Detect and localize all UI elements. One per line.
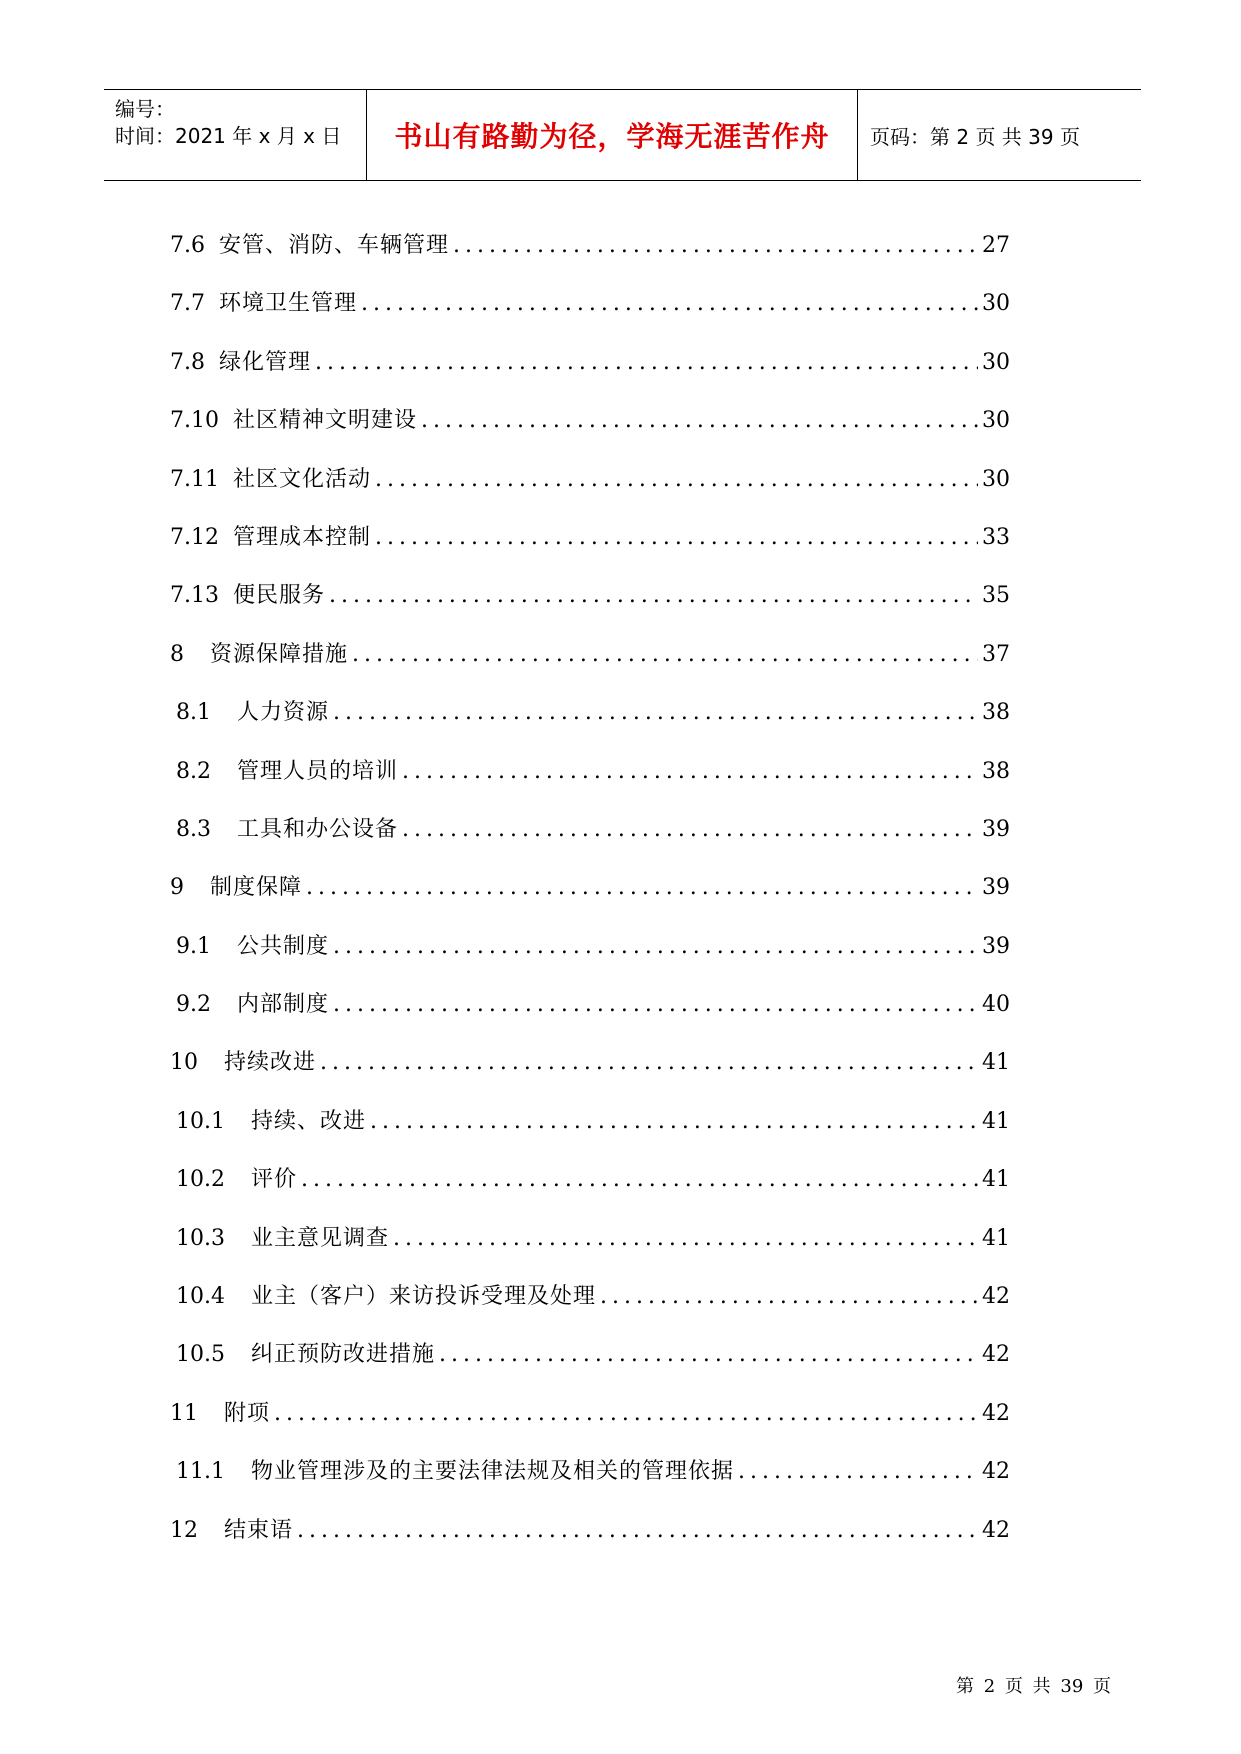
toc-entry-leader-dots <box>274 1401 978 1426</box>
toc-entry-page: 41 <box>982 1108 1010 1134</box>
toc-entry-title: 绿化管理 <box>219 349 312 375</box>
toc-entry-page: 38 <box>982 758 1010 784</box>
toc-entry[interactable] <box>170 870 1010 928</box>
toc-entry-number: 9.1 <box>176 933 211 959</box>
toc-entry-leader-dots <box>352 642 978 667</box>
toc-entry-page: 38 <box>982 700 1010 726</box>
toc-entry[interactable] <box>170 1337 1010 1395</box>
toc-entry-number: 7.10 <box>170 408 219 434</box>
toc-entry-number: 8.1 <box>176 700 211 726</box>
toc-entry-title: 人力资源 <box>237 700 330 726</box>
toc-entry-leader-dots <box>600 1284 978 1309</box>
toc-entry-number: 10 <box>170 1050 198 1076</box>
toc-entry-page: 40 <box>982 992 1010 1018</box>
toc-entry-page: 35 <box>982 583 1010 609</box>
toc-entry-number: 10.4 <box>176 1284 225 1310</box>
toc-entry-leader-dots <box>329 583 978 608</box>
toc-entry-title: 资源保障措施 <box>210 641 349 667</box>
toc-entry-leader-dots <box>333 992 978 1017</box>
serial-label: 编号： <box>115 97 175 121</box>
toc-entry-title: 持续、改进 <box>250 1108 366 1134</box>
toc-entry-number: 7.12 <box>170 524 219 550</box>
toc-entry[interactable] <box>170 1221 1010 1279</box>
toc-entry[interactable] <box>170 1454 1010 1512</box>
toc-entry-leader-dots <box>402 759 978 784</box>
toc-entry-number: 7.13 <box>170 583 219 609</box>
header-page-code <box>858 90 1141 180</box>
toc-entry-number: 10.3 <box>176 1225 225 1251</box>
toc-entry-title: 管理成本控制 <box>232 524 371 550</box>
toc-entry-title: 便民服务 <box>232 583 325 609</box>
toc-entry-number: 7.6 <box>170 233 205 258</box>
toc-entry[interactable] <box>170 462 1010 520</box>
toc-entry-page: 42 <box>982 1284 1010 1310</box>
toc-entry-title: 社区精神文明建设 <box>232 408 417 434</box>
toc-entry-number: 10.1 <box>176 1108 225 1134</box>
toc-entry-title: 业主（客户）来访投诉受理及处理 <box>250 1284 596 1310</box>
toc-entry-page: 27 <box>982 233 1010 258</box>
toc-entry-title: 制度保障 <box>210 875 303 901</box>
toc-entry-title: 结束语 <box>224 1517 294 1543</box>
toc-entry-title: 安管、消防、车辆管理 <box>219 233 450 258</box>
toc-entry-page: 39 <box>982 933 1010 959</box>
toc-entry[interactable] <box>170 754 1010 812</box>
toc-entry-number: 8.2 <box>176 758 211 784</box>
toc-entry-title: 评价 <box>250 1167 297 1193</box>
toc-entry-title: 公共制度 <box>237 933 330 959</box>
toc-entry-page: 33 <box>982 524 1010 550</box>
toc-entry-number: 11 <box>170 1400 198 1426</box>
toc-entry-title: 工具和办公设备 <box>237 816 399 842</box>
toc-entry-number: 9 <box>170 875 184 901</box>
toc-entry-title: 内部制度 <box>237 992 330 1018</box>
toc-entry-title: 持续改进 <box>224 1050 317 1076</box>
toc-entry-number: 7.8 <box>170 349 205 375</box>
time-label: 时间：2021 年 x 月 x 日 <box>115 124 342 148</box>
toc-entry-page: 41 <box>982 1050 1010 1076</box>
toc-entry[interactable] <box>170 345 1010 403</box>
header-meta <box>104 90 367 180</box>
toc-entry-page: 42 <box>982 1400 1010 1426</box>
toc-entry-title: 附项 <box>224 1400 271 1426</box>
toc-entry-number: 9.2 <box>176 992 211 1018</box>
toc-entry-title: 社区文化活动 <box>232 466 371 492</box>
toc-entry[interactable] <box>170 987 1010 1045</box>
toc-entry-title: 业主意见调查 <box>250 1225 389 1251</box>
toc-entry-page: 42 <box>982 1459 1010 1485</box>
toc-entry-number: 10.5 <box>176 1342 225 1368</box>
toc-entry[interactable] <box>170 929 1010 987</box>
toc-entry-title: 管理人员的培训 <box>237 758 399 784</box>
toc-entry-leader-dots <box>393 1226 978 1251</box>
toc-entry-number: 7.7 <box>170 291 205 317</box>
toc-entry[interactable] <box>170 1104 1010 1162</box>
toc-entry-page: 30 <box>982 408 1010 434</box>
footer-page-number: 第 2 页 共 39 页 <box>956 1676 1111 1697</box>
toc-entry-page: 42 <box>982 1517 1010 1543</box>
toc-entry-leader-dots <box>738 1459 978 1484</box>
toc-entry-page: 30 <box>982 466 1010 492</box>
header-motto-cell <box>367 90 858 180</box>
page-header <box>104 89 1141 181</box>
toc-entry-leader-dots <box>320 1050 978 1075</box>
toc-entry-number: 11.1 <box>176 1459 225 1485</box>
toc-entry-title: 纠正预防改进措施 <box>250 1342 435 1368</box>
toc-entry-leader-dots <box>315 350 978 375</box>
toc-entry[interactable] <box>170 520 1010 578</box>
toc-entry-title: 环境卫生管理 <box>219 291 358 317</box>
toc-entry[interactable] <box>170 695 1010 753</box>
toc-entry-page: 30 <box>982 291 1010 317</box>
toc-entry[interactable] <box>170 1396 1010 1454</box>
toc-entry-page: 30 <box>982 349 1010 375</box>
toc-entry[interactable] <box>170 403 1010 461</box>
toc-entry[interactable] <box>170 637 1010 695</box>
toc-entry-page: 37 <box>982 641 1010 667</box>
toc-entry-number: 10.2 <box>176 1167 225 1193</box>
toc-entry-leader-dots <box>333 934 978 959</box>
toc-entry-page: 41 <box>982 1167 1010 1193</box>
toc-entry[interactable] <box>170 1513 1010 1571</box>
table-of-contents <box>170 228 1010 1571</box>
toc-entry-leader-dots <box>375 525 978 550</box>
toc-entry[interactable] <box>170 812 1010 870</box>
toc-entry-leader-dots <box>297 1518 978 1543</box>
motto-text: 书山有路勤为径，学海无涯苦作舟 <box>394 120 830 153</box>
toc-entry-number: 7.11 <box>170 466 219 492</box>
toc-entry-number: 8 <box>170 641 184 667</box>
toc-entry-leader-dots <box>453 233 978 258</box>
toc-entry-page: 41 <box>982 1225 1010 1251</box>
toc-entry[interactable] <box>170 228 1010 286</box>
toc-entry-number: 8.3 <box>176 816 211 842</box>
toc-entry-leader-dots <box>421 408 978 433</box>
toc-entry-page: 42 <box>982 1342 1010 1368</box>
toc-entry-leader-dots <box>306 875 978 900</box>
toc-entry-leader-dots <box>370 1109 978 1134</box>
toc-entry-title: 物业管理涉及的主要法律法规及相关的管理依据 <box>250 1459 734 1485</box>
toc-entry[interactable] <box>170 1045 1010 1103</box>
page-footer <box>956 1672 1111 1698</box>
toc-entry-page: 39 <box>982 875 1010 901</box>
toc-entry[interactable] <box>170 578 1010 636</box>
toc-entry-page: 39 <box>982 816 1010 842</box>
toc-entry-number: 12 <box>170 1517 198 1543</box>
toc-entry[interactable] <box>170 286 1010 344</box>
toc-entry-leader-dots <box>375 467 978 492</box>
toc-entry-leader-dots <box>402 817 978 842</box>
toc-entry[interactable] <box>170 1279 1010 1337</box>
toc-entry-leader-dots <box>333 700 978 725</box>
toc-entry-leader-dots <box>361 291 978 316</box>
toc-entry-leader-dots <box>301 1167 978 1192</box>
toc-entry[interactable] <box>170 1162 1010 1220</box>
page-code-text: 页码：第 2 页 共 39 页 <box>870 124 1080 149</box>
toc-entry-leader-dots <box>439 1342 978 1367</box>
